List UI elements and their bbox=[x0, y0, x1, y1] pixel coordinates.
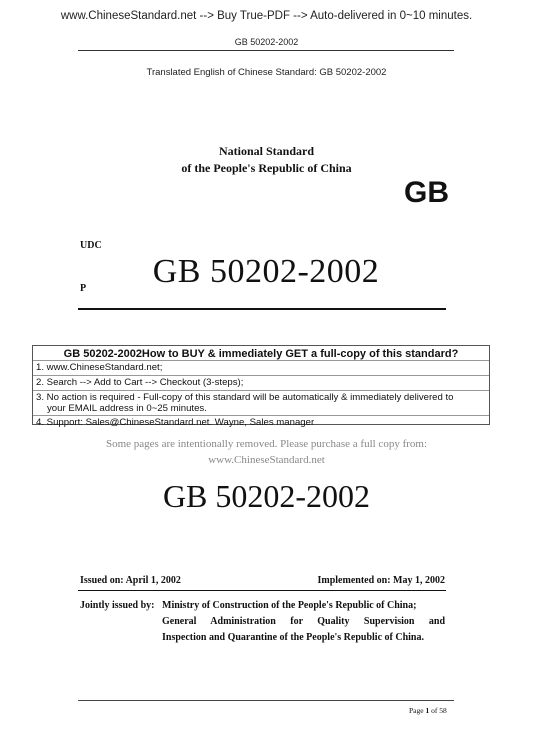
standard-code-repeat: GB 50202-2002 bbox=[162, 478, 371, 514]
buy-step-3 bbox=[33, 390, 489, 415]
header-banner: www.ChineseStandard.net --> Buy True-PDF --> Auto-delivered in 0~10 minutes. bbox=[60, 10, 473, 22]
page-number bbox=[409, 706, 447, 715]
buy-step-2: 2. Search --> Add to Cart --> Checkout (3-steps); bbox=[33, 375, 489, 390]
translated-line: Translated English of Chinese Standard: GB 50202-2002 bbox=[146, 67, 387, 78]
jointly-issued bbox=[80, 598, 445, 646]
buy-box-title: GB 50202-2002How to BUY & immediately GET a full-copy of this standard? bbox=[63, 348, 459, 360]
jointly-line-3: Inspection and Quarantine of the People's Republic of China. bbox=[162, 632, 424, 643]
udc-label: UDC bbox=[80, 240, 102, 251]
buy-step-3-line-2: your EMAIL address in 0~25 minutes. bbox=[47, 403, 207, 414]
buy-step-3-line-1: 3. No action is required - Full-copy of this standard will be automatically & immediately delivered to bbox=[36, 392, 454, 403]
implemented-date: Implemented on: May 1, 2002 bbox=[317, 575, 445, 586]
buy-step-4[interactable]: 4. Support: Sales@ChineseStandard.net. Wayne, Sales manager bbox=[33, 415, 489, 430]
header-code: GB 50202-2002 bbox=[234, 37, 299, 47]
page-prefix: Page bbox=[409, 706, 424, 715]
jointly-label: Jointly issued by: bbox=[80, 600, 155, 611]
dates-divider bbox=[78, 590, 446, 591]
issued-date: Issued on: April 1, 2002 bbox=[80, 575, 181, 586]
standard-code: GB 50202-2002 bbox=[152, 253, 380, 290]
title-line-2: of the People's Republic of China bbox=[181, 161, 352, 175]
jointly-line-1: Ministry of Construction of the People's Republic of China; bbox=[162, 600, 417, 611]
page-total: of 58 bbox=[431, 706, 447, 715]
buy-box bbox=[32, 345, 490, 428]
header-divider bbox=[78, 50, 454, 51]
p-label: P bbox=[80, 283, 87, 294]
title-divider bbox=[78, 308, 446, 310]
page-current: 1 bbox=[425, 706, 430, 715]
removed-notice bbox=[0, 436, 533, 468]
jointly-line-2: General Administration for Quality Supervision and bbox=[162, 616, 445, 627]
standard-title bbox=[0, 143, 533, 177]
title-line-1: National Standard bbox=[218, 144, 315, 158]
buy-step-1[interactable]: 1. www.ChineseStandard.net; bbox=[33, 360, 489, 375]
removed-notice-line-1: Some pages are intentionally removed. Please purchase a full copy from: bbox=[105, 438, 428, 450]
gb-logo: GB bbox=[404, 176, 449, 209]
removed-notice-link[interactable]: www.ChineseStandard.net bbox=[208, 454, 325, 466]
footer-divider bbox=[78, 700, 454, 701]
